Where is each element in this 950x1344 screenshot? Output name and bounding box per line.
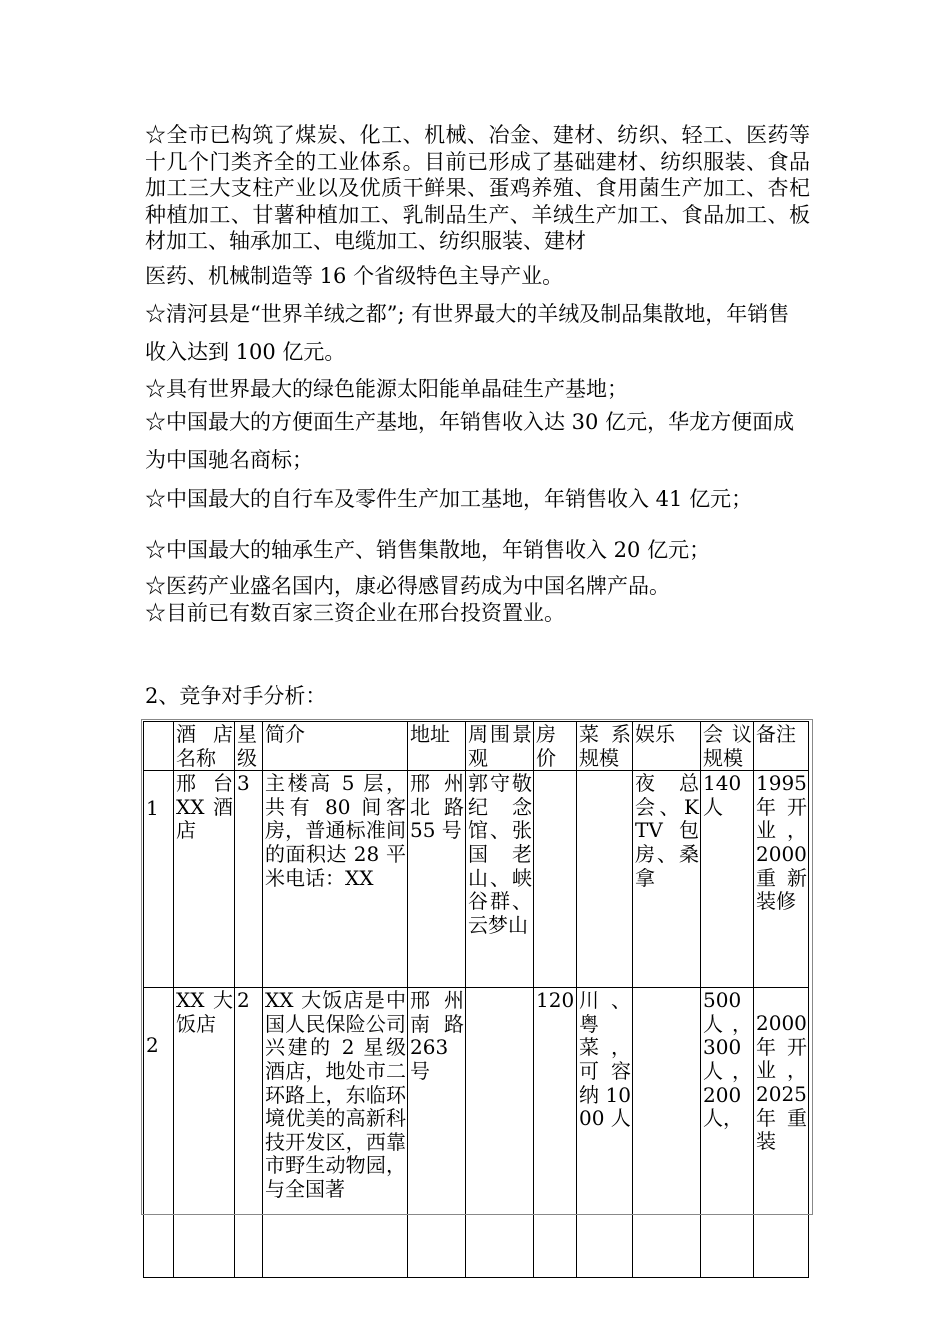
cell-address: 邢州北路 55 号 — [408, 771, 466, 988]
cell-index: 2 — [144, 988, 174, 1278]
paragraph-foreign: ☆目前已有数百家三资企业在邢台投资置业。 — [145, 601, 565, 625]
cell-index: 1 — [144, 771, 174, 988]
cell-intro: 主楼高 5 层，共有 80 间客房，普通标准间的面积达 28 平米电话：XX — [263, 771, 408, 988]
section-heading: 2、竞争对手分析： — [145, 684, 327, 708]
header-index — [144, 722, 174, 771]
header-remarks: 备注 — [754, 722, 809, 771]
paragraph-industry-text: ☆全市已构筑了煤炭、化工、机械、冶金、建材、纺织、轻工、医药等十几个门类齐全的工业体系。目前已形成了基础建材、纺织服装、食品加工三大支柱产业以及优质干鲜果、蛋鸡养殖、食用菌生产加工、杏杞种植加工、甘薯种植加工、乳制品生产、羊绒生产加工、食品加工、板材加工、轴承加工、电缆加工、纺织服装、建材 — [145, 123, 810, 253]
header-meeting: 会议规模 — [701, 722, 754, 771]
cell-remarks: 2000 年开业，2025 年重装 — [754, 988, 809, 1278]
paragraph-solar: ☆具有世界最大的绿色能源太阳能单晶硅生产基地； — [145, 377, 628, 401]
cell-scenery — [466, 988, 534, 1278]
header-name: 酒店名称 — [174, 722, 235, 771]
paragraph-pharma: ☆医药产业盛名国内，康必得感冒药成为中国名牌产品。 — [145, 574, 670, 598]
table-row — [144, 771, 809, 988]
table-header-row — [144, 722, 809, 771]
cell-remarks: 1995 年开业，2000 重新装修 — [754, 771, 809, 988]
cell-entertainment — [633, 988, 701, 1278]
cell-intro: XX 大饭店是中国人民保险公司兴建的 2 星级酒店，地处市二环路上，东临环境优美的高新科技开发区，西靠市野生动物园，与全国著 — [263, 988, 408, 1278]
cell-price: 120 — [534, 988, 577, 1278]
header-star: 星级 — [235, 722, 263, 771]
cell-address: 邢州南路 263 号 — [408, 988, 466, 1278]
header-cuisine: 菜系规模 — [577, 722, 633, 771]
cell-star: 2 — [235, 988, 263, 1278]
cell-name: 邢台 XX 酒店 — [174, 771, 235, 988]
cell-scenery: 郭守敬纪念馆、张国老山、峡谷群、云梦山 — [466, 771, 534, 988]
table-row — [144, 988, 809, 1278]
cell-star: 3 — [235, 771, 263, 988]
header-address: 地址 — [408, 722, 466, 771]
cell-entertainment: 夜总会、KTV 包房、桑拿 — [633, 771, 701, 988]
cell-meeting: 140 人 — [701, 771, 754, 988]
cell-cuisine — [577, 771, 633, 988]
cell-name: XX 大饭店 — [174, 988, 235, 1278]
paragraph-bearing: ☆中国最大的轴承生产、销售集散地，年销售收入 20 亿元； — [145, 538, 711, 562]
cell-price — [534, 771, 577, 988]
competitor-table — [143, 721, 809, 1278]
cell-cuisine: 川、粤菜，可容纳 1000 人 — [577, 988, 633, 1278]
header-scenery: 周围景观 — [466, 722, 534, 771]
paragraph-industry-last: 医药、机械制造等 16 个省级特色主导产业。 — [145, 263, 564, 288]
header-price: 房价 — [534, 722, 577, 771]
paragraph-noodles: ☆中国最大的方便面生产基地，年销售收入达 30 亿元，华龙方便面成为中国驰名商标； — [145, 410, 795, 472]
header-intro: 简介 — [263, 722, 408, 771]
paragraph-qinghe: ☆清河县是“世界羊绒之都”; 有世界最大的羊绒及制品集散地，年销售收入达到 100 亿元。 — [145, 302, 790, 364]
header-entertainment: 娱乐 — [633, 722, 701, 771]
paragraph-bicycle: ☆中国最大的自行车及零件生产加工基地，年销售收入 41 亿元； — [145, 487, 753, 511]
paragraph-industry — [145, 122, 810, 289]
cell-meeting: 500 人，300 人，200 人， — [701, 988, 754, 1278]
